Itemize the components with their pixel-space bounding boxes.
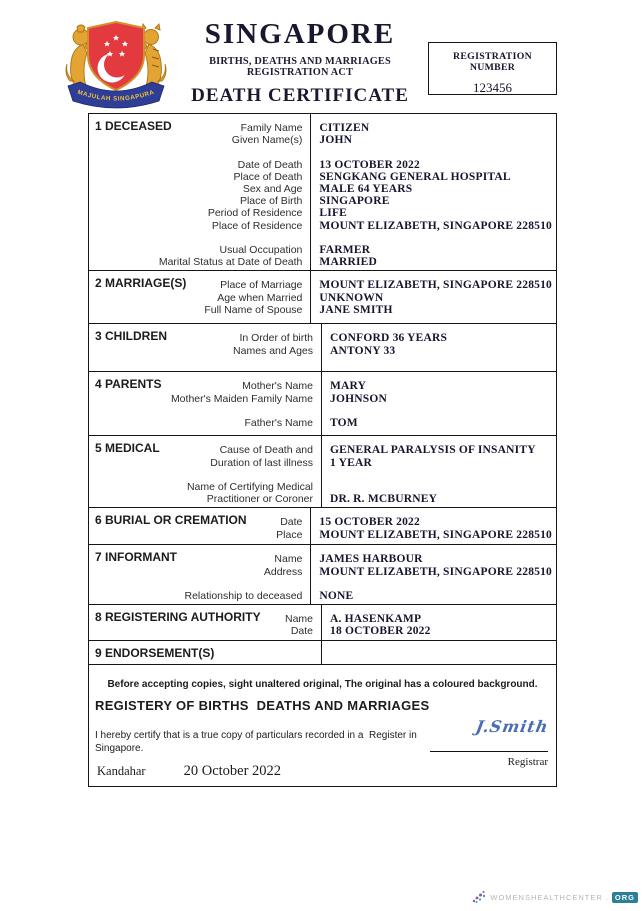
section-value-cell (322, 641, 556, 664)
certificate-header (0, 0, 644, 112)
section-value-cell (322, 605, 556, 639)
emblem-motto: MAJULAH SINGAPURA (76, 88, 156, 103)
field-label: Date (290, 625, 313, 638)
certificate-footer (89, 665, 556, 786)
field-label: Practitioner or Coroner (206, 493, 313, 506)
watermark-separator: . (605, 892, 609, 902)
field-label: Name (284, 613, 313, 626)
field-value: MARY (330, 380, 367, 393)
registrar-label: Registrar (507, 755, 548, 768)
field-value: MOUNT ELIZABETH, SINGAPORE 228510 (319, 528, 552, 541)
section-label-cell (89, 324, 322, 371)
certificate-sections (89, 114, 556, 665)
certification-statement: I hereby certify that is a true copy of particulars recorded in a Register in Singapore. (95, 729, 420, 754)
issue-place: Kandahar (97, 763, 146, 778)
signature-line (430, 751, 548, 752)
field-label: Full Name of Spouse (204, 303, 303, 316)
field-label: Given Name(s) (231, 134, 303, 147)
field-label: Names and Ages (233, 344, 313, 357)
section-3-children (89, 324, 556, 372)
field-label: Family Name (240, 122, 303, 134)
field-value: JOHNSON (330, 392, 387, 405)
section-label-cell (89, 641, 322, 664)
section-8-registering-authority (89, 605, 556, 640)
section-6-burial-or-cremation (89, 508, 556, 545)
field-value: MOUNT ELIZABETH, SINGAPORE 228510 (319, 279, 552, 292)
title-block (170, 18, 430, 107)
field-value (330, 405, 552, 417)
field-label: Name (274, 553, 303, 566)
section-label-cell (89, 114, 311, 270)
section-title: 3 CHILDREN (95, 329, 168, 344)
registration-number-value: 123456 (473, 80, 512, 95)
section-label-cell (89, 545, 311, 604)
field-label: Cause of Death and (219, 444, 313, 457)
field-label: Sex and Age (242, 183, 303, 196)
field-label: Age when Married (217, 291, 303, 304)
field-label: In Order of birth (239, 332, 313, 345)
section-5-medical (89, 436, 556, 508)
section-title: 2 MARRIAGE(S) (95, 276, 187, 291)
field-value: NONE (319, 590, 354, 603)
field-value: UNKNOWN (319, 291, 384, 304)
field-value: 18 OCTOBER 2022 (330, 625, 431, 638)
field-value: MARRIED (319, 256, 378, 269)
field-label: Place of Death (233, 170, 303, 183)
section-value-cell (311, 114, 556, 270)
field-label: Marital Status at Date of Death (158, 256, 303, 269)
document-title: DEATH CERTIFICATE (191, 85, 409, 106)
field-label (89, 232, 302, 244)
field-label: Usual Occupation (219, 244, 303, 257)
section-label-cell (89, 436, 322, 507)
field-value: MALE 64 YEARS (319, 183, 413, 196)
section-2-marriage-s (89, 271, 556, 324)
field-value: FARMER (319, 244, 371, 257)
registration-number-label: REGISTRATION NUMBER (452, 51, 533, 73)
field-label: Place of Marriage (220, 279, 303, 292)
field-label (89, 146, 302, 158)
field-value (330, 469, 552, 481)
registry-title: REGISTERY OF BIRTHS DEATHS AND MARRIAGES (95, 697, 430, 713)
field-label (89, 469, 313, 481)
field-value: MOUNT ELIZABETH, SINGAPORE 228510 (319, 219, 552, 232)
field-value: CITIZEN (319, 122, 370, 134)
section-label-cell (89, 372, 322, 435)
field-label: Period of Residence (207, 207, 303, 220)
field-label: Name of Certifying Medical (186, 481, 313, 494)
section-label-cell (89, 508, 311, 544)
section-title: 9 ENDORSEMENT(S) (95, 645, 215, 660)
field-label: Mother's Name (242, 380, 313, 393)
section-9-endorsement-s (89, 641, 556, 665)
field-label: Address (263, 565, 303, 578)
field-label: Duration of last illness (210, 456, 313, 469)
section-value-cell (322, 372, 556, 435)
field-value: DR. R. MCBURNEY (330, 493, 438, 506)
section-1-deceased (89, 114, 556, 271)
field-label (89, 405, 313, 417)
field-value: MOUNT ELIZABETH, SINGAPORE 228510 (319, 565, 552, 578)
field-value: LIFE (319, 207, 348, 220)
section-title: 5 MEDICAL (95, 441, 160, 456)
field-label: Mother's Maiden Family Name (170, 392, 313, 405)
field-value: 13 OCTOBER 2022 (319, 158, 420, 171)
field-label: Father's Name (244, 417, 313, 430)
watermark-tld-badge: ORG (612, 892, 638, 903)
signature-block (430, 717, 548, 768)
section-4-parents (89, 372, 556, 436)
field-label: Place of Birth (239, 195, 303, 208)
field-label: Date of Death (237, 158, 303, 171)
field-value: JANE SMITH (319, 303, 393, 316)
section-value-cell (311, 271, 556, 323)
section-value-cell (311, 508, 556, 544)
field-value: 15 OCTOBER 2022 (319, 516, 420, 529)
issue-row (97, 763, 281, 780)
section-title: 4 PARENTS (95, 377, 162, 392)
section-title: 6 BURIAL OR CREMATION (95, 513, 247, 528)
section-title: 7 INFORMANT (95, 550, 177, 565)
field-value (330, 481, 552, 493)
watermark-logo-icon (471, 890, 487, 904)
section-value-cell (311, 545, 556, 604)
singapore-coat-of-arms (60, 11, 172, 111)
section-title: 8 REGISTERING AUTHORITY (95, 610, 261, 625)
section-value-cell (322, 436, 556, 507)
registration-number-box (428, 42, 557, 95)
registrar-signature: J.Smith (473, 716, 550, 736)
field-label: Date (280, 516, 303, 529)
field-value (319, 232, 552, 244)
section-title: 1 DECEASED (95, 119, 172, 133)
section-label-cell (89, 271, 311, 323)
field-value: ANTONY 33 (330, 344, 396, 357)
field-value: TOM (330, 417, 358, 430)
field-label: Place (276, 528, 303, 541)
act-subtitle: BIRTHS, DEATHS AND MARRIAGES REGISTRATION ACT (209, 56, 391, 78)
section-value-cell (322, 324, 556, 371)
field-value (319, 146, 552, 158)
field-value: JAMES HARBOUR (319, 553, 423, 566)
field-value: SINGAPORE (319, 195, 390, 208)
watermark-site-name: WOMENSHEALTHCENTER (490, 892, 603, 902)
field-value: JOHN (319, 134, 353, 147)
field-label: Place of Residence (211, 219, 303, 232)
certificate-table (88, 113, 557, 787)
field-value: A. HASENKAMP (330, 613, 422, 626)
field-label (89, 578, 302, 590)
field-value: GENERAL PARALYSIS OF INSANITY (330, 444, 536, 457)
copy-notice: Before accepting copies, sight unaltered original, The original has a coloured background. (107, 678, 538, 690)
field-value (319, 578, 552, 590)
site-watermark (471, 890, 638, 904)
field-value: CONFORD 36 YEARS (330, 332, 448, 345)
section-7-informant (89, 545, 556, 605)
field-label: Relationship to deceased (184, 590, 303, 603)
field-value: SENGKANG GENERAL HOSPITAL (319, 170, 511, 183)
section-label-cell (89, 605, 322, 639)
issue-date: 20 October 2022 (183, 762, 282, 779)
country-title: SINGAPORE (204, 18, 396, 50)
field-value: 1 YEAR (330, 456, 372, 469)
